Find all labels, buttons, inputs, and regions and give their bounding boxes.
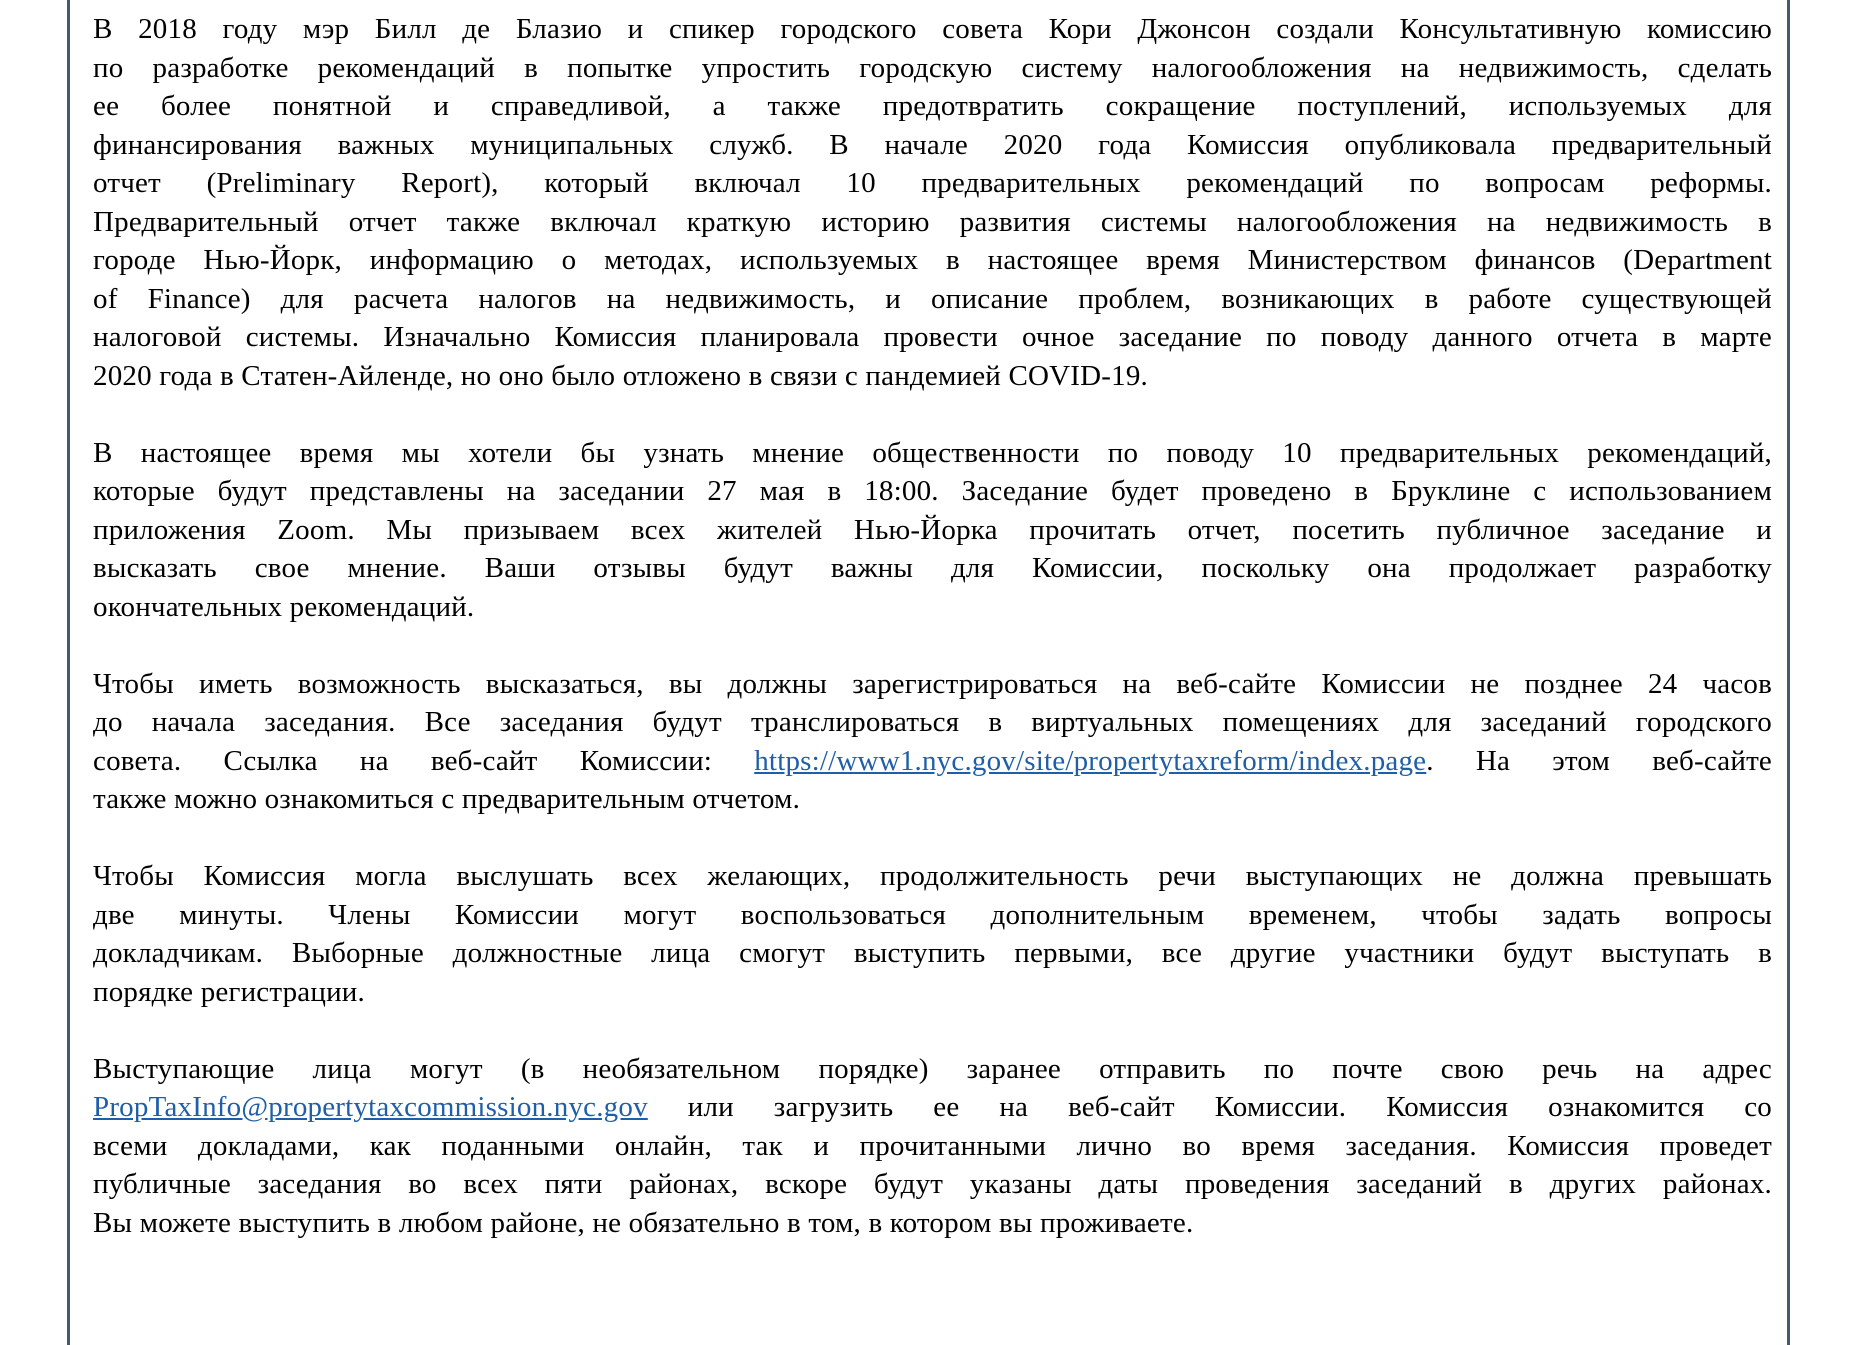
text-segment: приложения Zoom. Мы призываем всех жителей Нью-Йорка прочитать отчет, посетить публичное заседание и [93, 513, 1772, 546]
text-segment: Предварительный отчет также включал краткую историю развития системы налогообложения на недвижимость в [93, 205, 1772, 238]
text-line [93, 203, 1772, 242]
paragraph [93, 665, 1772, 819]
text-line [93, 49, 1772, 88]
text-line [93, 973, 1772, 1012]
text-segment: ее более понятной и справедливой, а также предотвратить сокращение поступлений, используемых для [93, 90, 1772, 122]
text-line [93, 1088, 1772, 1127]
text-segment: порядке регистрации. [93, 975, 365, 1008]
text-line [93, 241, 1772, 280]
text-line [93, 588, 1772, 627]
text-segment: 2020 года в Статен-Айленде, но оно было отложено в связи с пандемией COVID-19. [93, 359, 1148, 392]
text-segment: окончательных рекомендаций. [93, 590, 475, 623]
paragraph [93, 10, 1772, 395]
text-line [93, 10, 1772, 49]
speech-email-link[interactable]: PropTaxInfo@propertytaxcommission.nyc.gov [93, 1091, 648, 1123]
text-line [93, 1165, 1772, 1204]
paragraph [93, 1050, 1772, 1243]
text-line [93, 511, 1772, 550]
text-line [93, 1050, 1772, 1089]
text-segment: совета. Ссылка на веб-сайт Комиссии: [93, 744, 755, 777]
text-segment: или загрузить ее на веб-сайт Комиссии. Комиссия ознакомится со [647, 1091, 1772, 1123]
text-segment: of Finance) для расчета налогов на недвижимость, и описание проблем, возникающих в работе существующей [93, 282, 1772, 315]
text-line [93, 934, 1772, 973]
text-line [93, 549, 1772, 588]
text-segment: которые будут представлены на заседании 27 мая в 18:00. Заседание будет проведено в Бруклине с использованием [93, 475, 1772, 507]
text-line [93, 857, 1772, 896]
text-segment: докладчикам. Выборные должностные лица смогут выступить первыми, все другие участники будут выступать в [93, 937, 1772, 969]
text-segment: также можно ознакомиться с предварительным отчетом. [93, 783, 801, 815]
text-line [93, 126, 1772, 165]
text-segment: отчет (Preliminary Report), который включал 10 предварительных рекомендаций по вопросам реформы. [93, 167, 1772, 199]
text-line [93, 87, 1772, 126]
text-segment: . На этом веб-сайте [1426, 744, 1772, 777]
text-line [93, 318, 1772, 357]
text-segment: высказать свое мнение. Ваши отзывы будут важны для Комиссии, поскольку она продолжает разработку [93, 552, 1772, 584]
paragraph [93, 434, 1772, 627]
text-segment: публичные заседания во всех пяти районах, вскоре будут указаны даты проведения заседаний в других районах. [93, 1168, 1772, 1200]
text-segment: Чтобы Комиссия могла выслушать всех желающих, продолжительность речи выступающих не должна превышать [93, 860, 1772, 892]
text-segment: две минуты. Члены Комиссии могут воспользоваться дополнительным временем, чтобы задать вопросы [93, 898, 1772, 931]
text-segment: финансирования важных муниципальных служб. В начале 2020 года Комиссия опубликовала предварительный [93, 128, 1772, 161]
text-segment: В настоящее время мы хотели бы узнать мнение общественности по поводу 10 предварительных рекомендаций, [93, 436, 1772, 469]
text-segment: городе Нью-Йорк, информацию о методах, используемых в настоящее время Министерством финансов (Department [93, 244, 1772, 276]
text-line [93, 1127, 1772, 1166]
text-segment: до начала заседания. Все заседания будут транслироваться в виртуальных помещениях для заседаний городского [93, 706, 1772, 738]
text-segment: налоговой системы. Изначально Комиссия планировала провести очное заседание по поводу данного отчета в марте [93, 321, 1772, 353]
text-line [93, 665, 1772, 704]
paragraph-container [93, 10, 1772, 1242]
text-line [93, 896, 1772, 935]
text-line [93, 703, 1772, 742]
commission-website-link[interactable]: https://www1.nyc.gov/site/propertytaxreform/index.page [754, 744, 1427, 777]
text-line [93, 280, 1772, 319]
text-line [93, 742, 1772, 781]
text-segment: Чтобы иметь возможность высказаться, вы должны зарегистрироваться на веб-сайте Комиссии не позднее 24 часов [93, 667, 1772, 700]
text-line [93, 357, 1772, 396]
text-segment: Вы можете выступить в любом районе, не обязательно в том, в котором вы проживаете. [93, 1206, 1194, 1239]
text-segment: В 2018 году мэр Билл де Блазио и спикер городского совета Кори Джонсон создали Консультативную комиссию [93, 13, 1772, 45]
text-line [93, 472, 1772, 511]
text-segment: по разработке рекомендаций в попытке упростить городскую систему налогообложения на недвижимость, сделать [93, 51, 1772, 84]
text-line [93, 434, 1772, 473]
text-line [93, 164, 1772, 203]
paragraph [93, 857, 1772, 1011]
document-content-box [67, 0, 1790, 1345]
text-line [93, 780, 1772, 819]
text-segment: всеми докладами, как поданными онлайн, так и прочитанными лично во время заседания. Комиссия проведет [93, 1129, 1772, 1162]
text-line [93, 1204, 1772, 1243]
text-segment: Выступающие лица могут (в необязательном порядке) заранее отправить по почте свою речь на адрес [93, 1052, 1772, 1085]
